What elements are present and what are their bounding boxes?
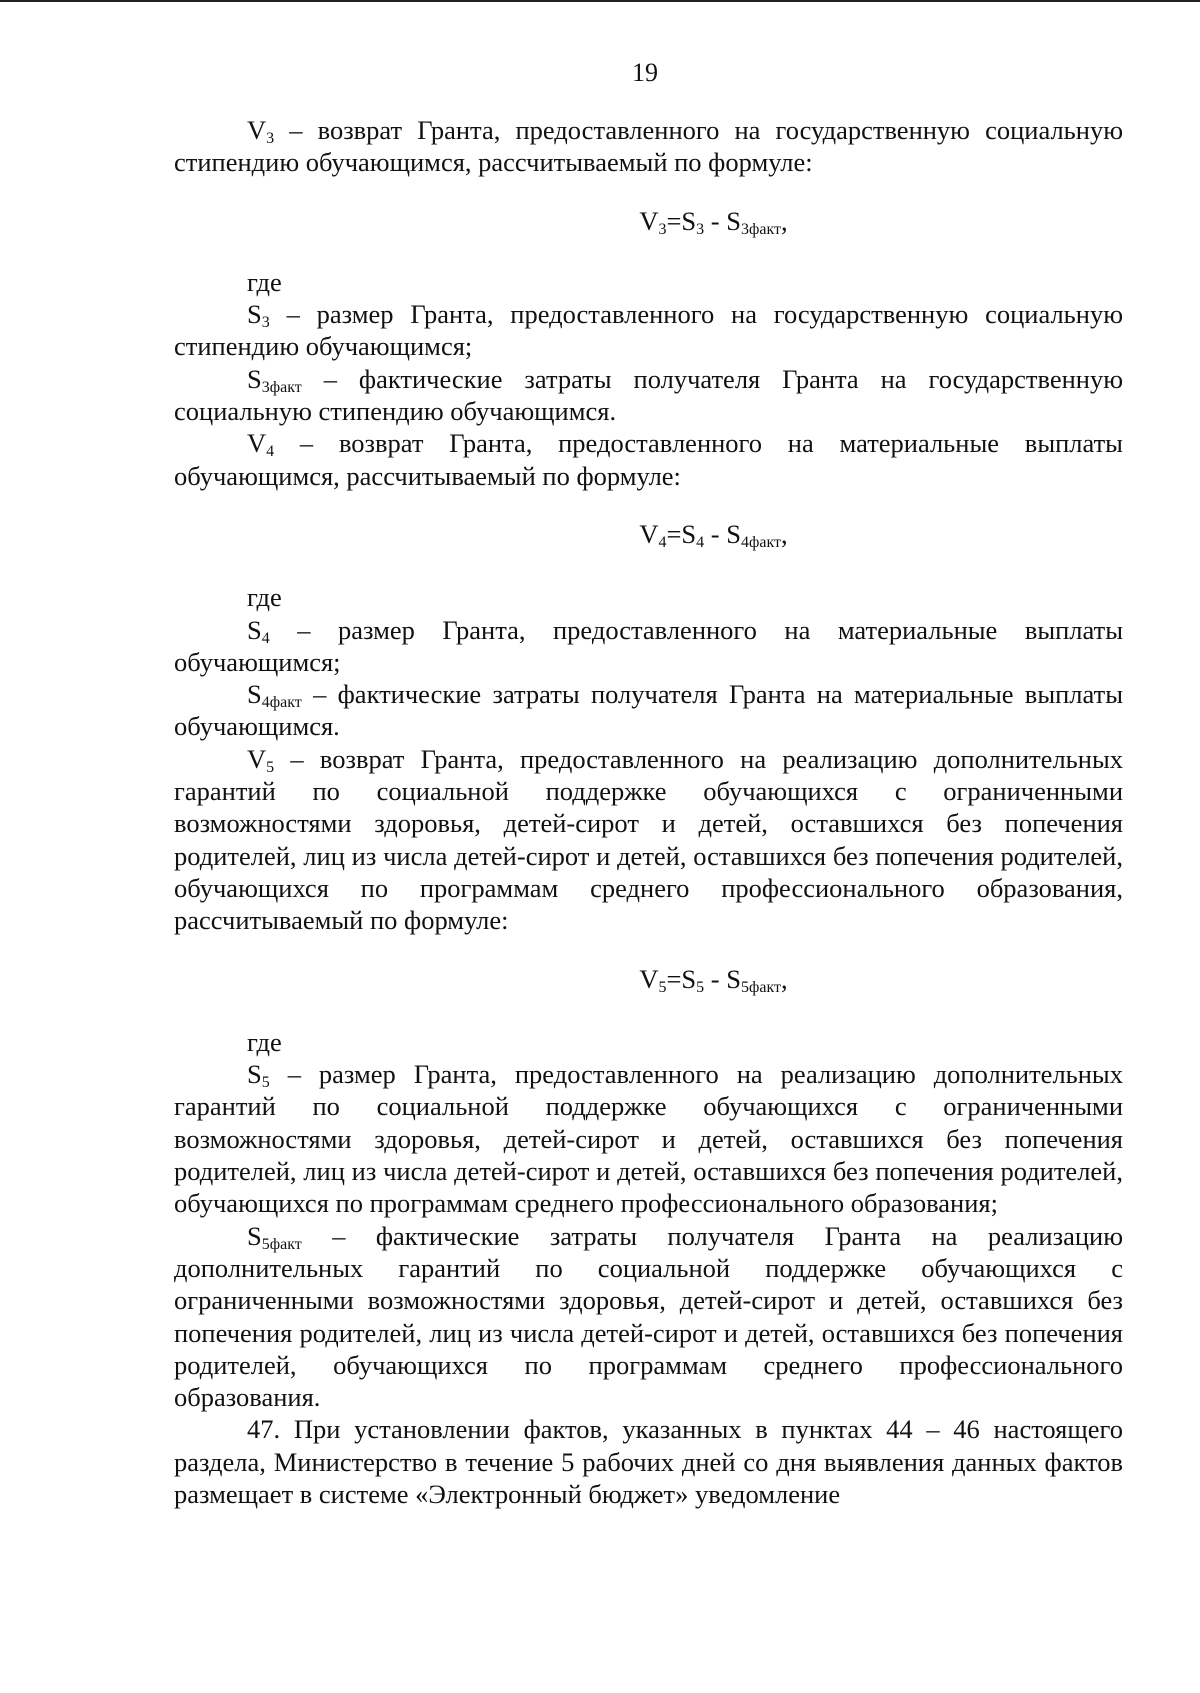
paragraph-v4: $V_4$ – возврат Гранта, предоставленного на материальные выплаты обучающимся, рассчитываемый по формуле: bbox=[174, 428, 1123, 491]
document-body bbox=[174, 114, 1123, 1510]
paragraph-s5: $S_5$ – размер Гранта, предоставленного на реализацию дополнительных гарантий по социальной поддержке обучающихся с ограниченными возможностями здоровья, детей-сирот и детей, оставшихся без попечения родителей, лиц из числа детей-сирот и детей, оставшихся без попечения родителей, обучающихся по программам среднего профессионального образования; bbox=[174, 1059, 1123, 1219]
paragraph-s4-fact: $S_{4факт}$ – фактические затраты получателя Гранта на материальные выплаты обучающимся. bbox=[174, 679, 1123, 742]
paragraph-s5-fact: $S_{5факт}$ – фактические затраты получателя Гранта на реализацию дополнительных гарантий по социальной поддержке обучающихся с ограниченными возможностями здоровья, детей-сирот и детей, оставшихся без попечения родителей, лиц из числа детей-сирот и детей, оставшихся без попечения родителей, обучающихся по программам среднего профессионального образования. bbox=[174, 1220, 1123, 1413]
page-number: 19 bbox=[632, 58, 658, 87]
where-label: где bbox=[247, 266, 282, 297]
paragraph-v3: $V_3$ – возврат Гранта, предоставленного на государственную социальную стипендию обучающимся, рассчитываемый по формуле: bbox=[174, 115, 1123, 178]
formula-v4: $V_4=S_4 - S_{4факт}$, bbox=[639, 518, 788, 551]
formula-v3: $V_3=S_3 - S_{3факт}$, bbox=[639, 205, 788, 238]
top-border-line bbox=[0, 0, 1200, 2]
paragraph-v5: $V_5$ – возврат Гранта, предоставленного на реализацию дополнительных гарантий по социальной поддержке обучающихся с ограниченными возможностями здоровья, детей-сирот и детей, оставшихся без попечения родителей, лиц из числа детей-сирот и детей, оставшихся без попечения родителей, обучающихся по программам среднего профессионального образования, рассчитываемый по формуле: bbox=[174, 743, 1123, 936]
formula-v5: $V_5=S_5 - S_{5факт}$, bbox=[639, 963, 788, 996]
paragraph-47: 47. При установлении фактов, указанных в пунктах 44 – 46 настоящего раздела, Министерство в течение 5 рабочих дней со дня выявления данных фактов размещает в системе «Электронный бюджет» уведомление bbox=[174, 1414, 1123, 1509]
where-label: где bbox=[247, 1026, 282, 1057]
paragraph-s4: $S_4$ – размер Гранта, предоставленного на материальные выплаты обучающимся; bbox=[174, 614, 1123, 677]
paragraph-s3: $S_3$ – размер Гранта, предоставленного на государственную социальную стипендию обучающимся; bbox=[174, 299, 1123, 362]
where-label: где bbox=[247, 582, 282, 613]
paragraph-s3-fact: $S_{3факт}$ – фактические затраты получателя Гранта на государственную социальную стипендию обучающимся. bbox=[174, 363, 1123, 427]
